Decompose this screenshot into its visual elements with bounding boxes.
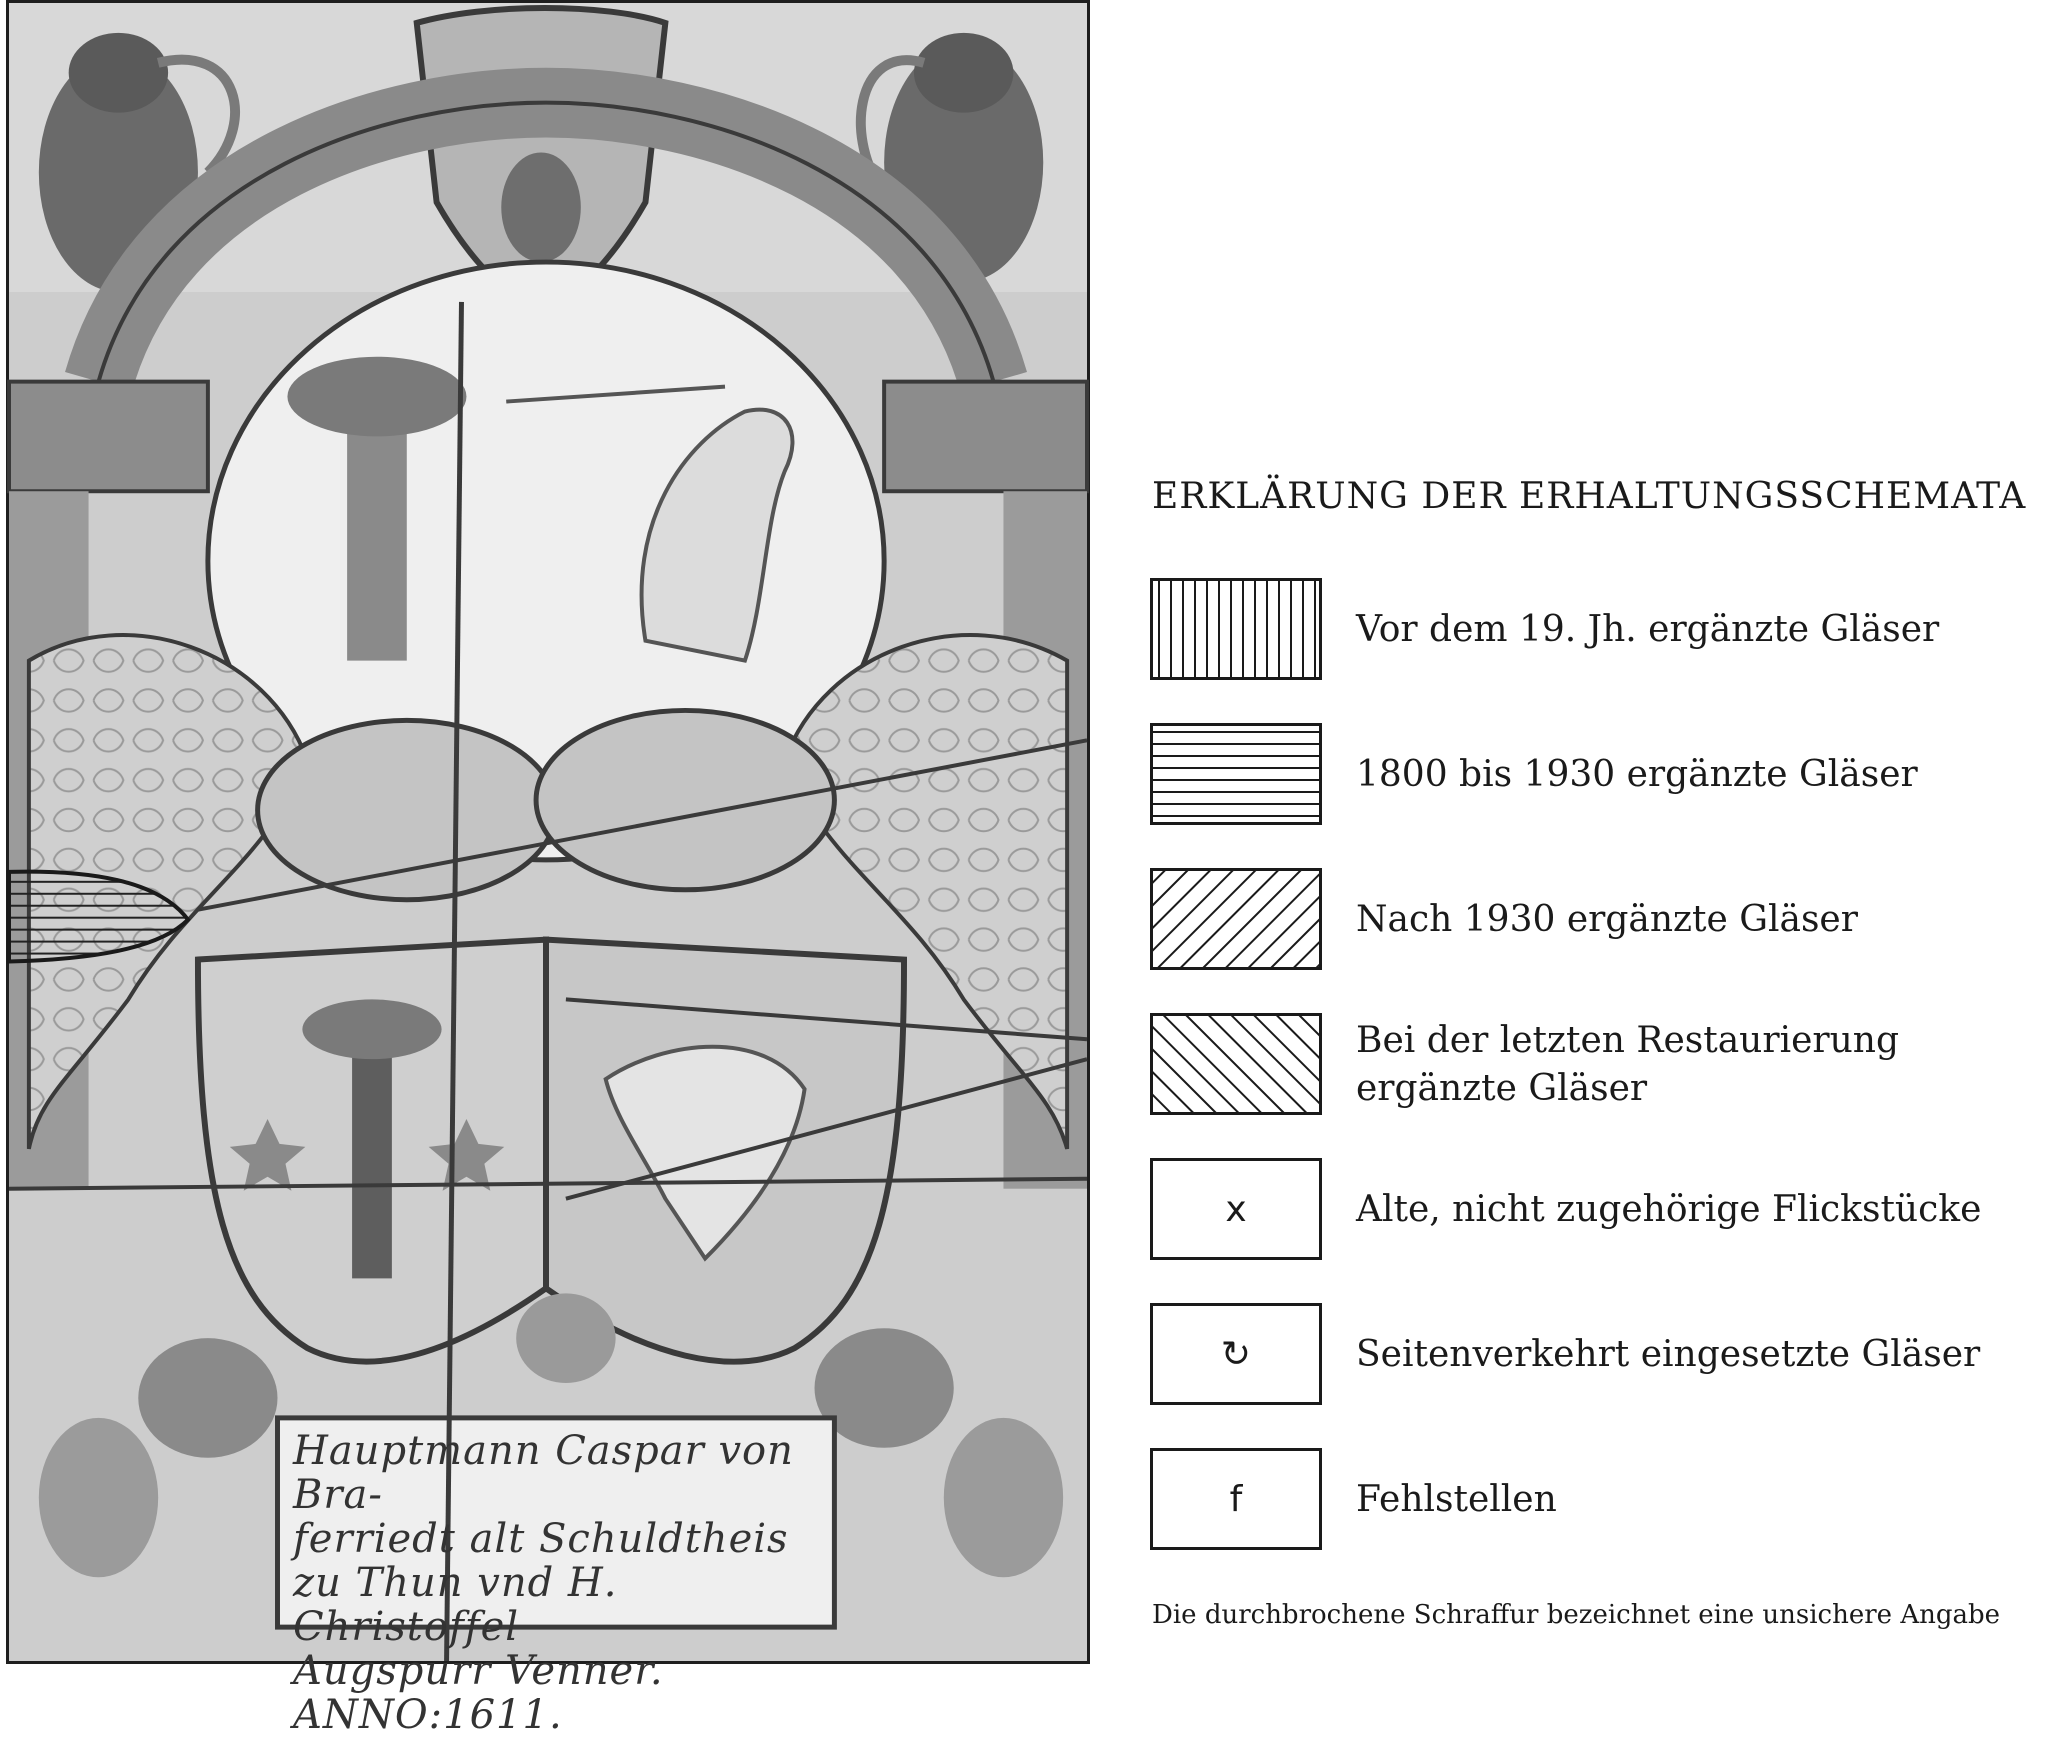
horizontal-hatch-icon [1153,726,1319,822]
legend-footnote: Die durchbrochene Schraffur bezeichnet eine unsichere Angabe [1152,1600,2001,1630]
missing-swatch [1150,1448,1322,1550]
legend-label: Vor dem 19. Jh. ergänzte Gläser [1356,609,1940,650]
legend-item-horizontal-hatch [1150,723,2030,827]
reversed-glass-swatch [1150,1303,1322,1405]
legend-item-diagonal-hatch-up [1150,1013,2030,1117]
horizontal-hatch-swatch [1150,723,1322,825]
diagonal-down-hatch-icon [1153,871,1319,967]
f-symbol: f [1229,1478,1243,1520]
legend-item-foreign-patch [1150,1158,2030,1262]
legend-label: Fehlstellen [1356,1479,1557,1520]
vertical-hatch-swatch [1150,578,1322,680]
inscription-text: Hauptmann Caspar von Bra- ferriedt alt Schuldtheis zu Thun vnd H. Christoffel Augspurr Venner. ANNO:1611. [293,1428,794,1738]
vertical-hatch-icon [1153,581,1319,677]
x-symbol: x [1225,1188,1247,1230]
diagonal-up-hatch-swatch [1150,1013,1322,1115]
stained-glass-illustration [9,3,1087,1738]
diagonal-down-hatch-swatch [1150,868,1322,970]
legend-label: Bei der letzten Restaurierung ergänzte Gläser [1356,1020,1900,1109]
legend-label: Nach 1930 ergänzte Gläser [1356,899,1858,940]
legend-label: Alte, nicht zugehörige Flickstücke [1356,1189,1982,1230]
foreign-patch-swatch [1150,1158,1322,1260]
legend-label: 1800 bis 1930 ergänzte Gläser [1356,754,1918,795]
legend-item-reversed-glass [1150,1303,2030,1407]
legend-item-diagonal-hatch-down [1150,868,2030,972]
diagonal-up-hatch-icon [1153,1016,1319,1112]
stained-glass-photo [6,0,1090,1738]
tree-crest [347,402,407,661]
legend-item-missing [1150,1448,2030,1552]
legend-title: ERKLÄRUNG DER ERHALTUNGSSCHEMATA [1152,476,2027,517]
legend-item-vertical-hatch [1150,578,2030,682]
legend-label: Seitenverkehrt eingesetzte Gläser [1356,1334,1981,1375]
legend [1140,470,2040,1650]
rotate-arrow-icon: ↻ [1220,1333,1252,1375]
